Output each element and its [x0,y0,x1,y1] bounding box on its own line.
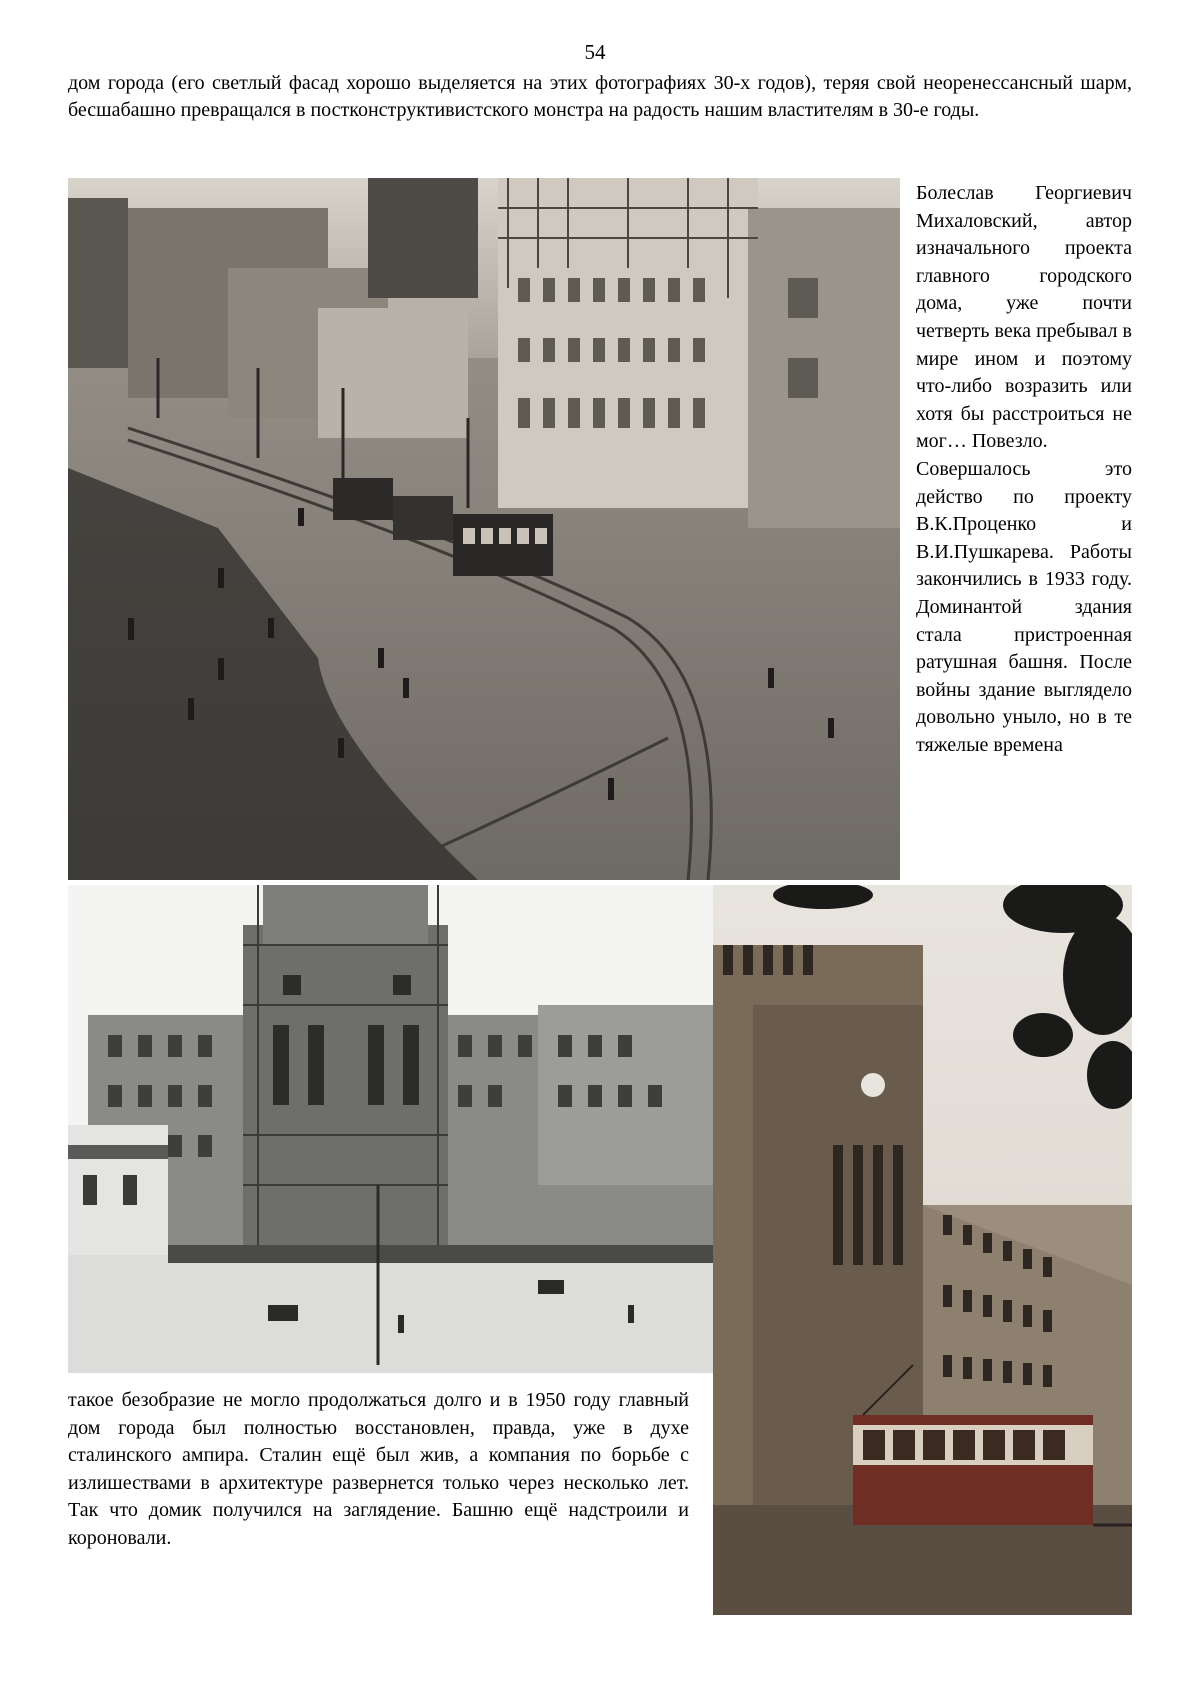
building-tram-photo-icon [713,885,1132,1615]
sidebar-text [916,180,1132,759]
page-number: 54 [584,40,606,64]
street-trams-photo [68,178,900,880]
intro-paragraph: дом города (его светлый фасад хорошо выделяется на этих фотографиях 30-х годов), теряя свой неоренессансный шарм, бесшабашно превращался в постконструктивистского монстра на радость нашим властителям в 30-е годы. [68,72,1132,121]
building-tram-photo [713,885,1132,1615]
street-trams-photo-icon [68,178,900,880]
construction-tower-photo-icon [68,885,713,1373]
sidebar-paragraph-1: Болеслав Георгиевич Михаловский, автор изначального проекта главного городского дома, уже почти четверть века пребывал в мире ином и поэтому что-либо возразить или хотя бы расстроиться не мог… Повезло. [916,182,1132,453]
sidebar-paragraph-2: Совершалось это действо по проекту В.К.Проценко и В.И.Пушкарева. Работы закончились в 1933 году. Доминантой здания стала пристроенная ратушная башня. После войны здание выглядело довольно уныло, но в те тяжелые времена [916,457,1132,756]
construction-tower-photo [68,885,713,1373]
bottom-paragraph: такое безобразие не могло продолжаться долго и в 1950 году главный дом города был полностью восстановлен, правда, уже в духе сталинского ампира. Сталин ещё был жив, а компания по борьбе с излишествами в архитектуре развернется только через несколько лет. Так что домик получился на заглядение. Башню ещё надстроили и короновали. [68,1389,689,1549]
